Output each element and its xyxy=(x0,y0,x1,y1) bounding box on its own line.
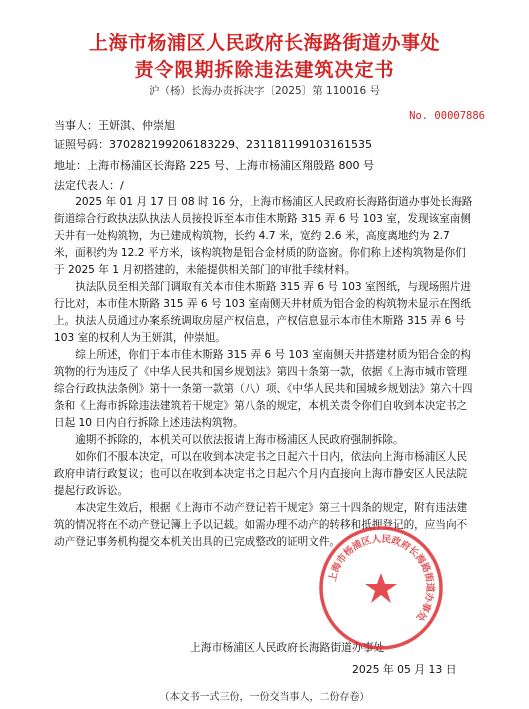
document-number: 沪（杨）长海办责拆决字〔2025〕第 110016 号 xyxy=(149,85,380,97)
paragraph-investigation: 执法队员至相关部门调取有关本市佳木斯路 315 弄 6 号 103 室图纸，与现场照片进行比对，本市佳木斯路 315 弄 6 号 103 室南侧天井材质为铝合金的构筑物未显示在图纸上。执法人员通过办案系统调取房屋产权信息，产权信息显示本市佳木斯路 315 弄 6 号 103 室的权利人为王妍淇，仲崇旭。 xyxy=(54,281,471,344)
legal-representative-line: 法定代表人：/ xyxy=(54,179,124,192)
paragraph-facts: 2025 年 01 月 17 日 08 时 16 分，上海市杨浦区人民政府长海路街道办事处长海路街道综合行政执法队执法人员接投诉至本市佳木斯路 315 弄 6 号 103 室，发现该室南侧天井有一处构筑物，为已建成构筑物，长约 4.7 米，宽约 2.6 米，高度离地约为 2.7 米，面积约为 12.2 平方米，该构筑物是铝合金材质的防盗窗。你们称上述构筑物是你们于 2025 年 1 月初搭建的，未能提供相关部门的审批手续材料。 xyxy=(54,196,473,276)
id-number-line: 证照号码：370282199206183229、231181199103161535 xyxy=(54,138,372,151)
signature-date: 2025 年 05 月 13 日 xyxy=(352,663,457,676)
paragraph-enforcement: 逾期不拆除的，本机关可以依法报请上海市杨浦区人民政府强制拆除。 xyxy=(75,434,404,446)
paragraph-decision: 综上所述，你们于本市佳木斯路 315 弄 6 号 103 室南侧天井搭建材质为铝合金的构筑物的行为违反了《中华人民共和国乡规划法》第四十条第一款，依据《上海市城市管理综合行政执法条例》第十一条第一款第（八）项、《中华人民共和国城乡规划法》第六十四条和《上海市拆除违法建筑若干规定》第八条的规定，本机关责令你们自收到本决定书之日起 10 日内自行拆除上述违法构筑物。 xyxy=(54,349,473,429)
serial-number: No. 00007886 xyxy=(409,110,485,122)
paragraph-registration: 本决定生效后，根据《上海市不动产登记若干规定》第三十四条的规定，附有违法建筑的情况将在不动产登记簿上予以记载。如需办理不动产的转移和抵押登记的，应当向不动产登记事务机构提交本机关出具的已完成整改的证明文件。 xyxy=(54,502,468,548)
decision-body xyxy=(54,194,474,551)
svg-text:上海市杨浦区人民政府长海路街道办事处: 上海市杨浦区人民政府长海路街道办事处 xyxy=(327,533,436,623)
signature-agency: 上海市杨浦区人民政府长海路街道办事处 xyxy=(190,641,385,654)
copies-note: （本文书一式三份，一份交当事人，二份存卷） xyxy=(159,692,370,703)
address-line: 地址：上海市杨浦区长海路 225 号、上海市杨浦区翔殷路 800 号 xyxy=(54,159,374,172)
party-line: 当事人：王妍淇、仲崇旭 xyxy=(54,119,175,132)
paragraph-appeal: 如你们不服本决定，可以在收到本决定书之日起六十日内，依法向上海市杨浦区人民政府申请行政复议；也可以在收到本决定书之日起六个月内直接向上海市静安区人民法院提起行政诉讼。 xyxy=(54,451,468,497)
document-title: 责令限期拆除违法建筑决定书 xyxy=(134,59,395,81)
issuing-agency-header: 上海市杨浦区人民政府长海路街道办事处 xyxy=(88,32,440,54)
